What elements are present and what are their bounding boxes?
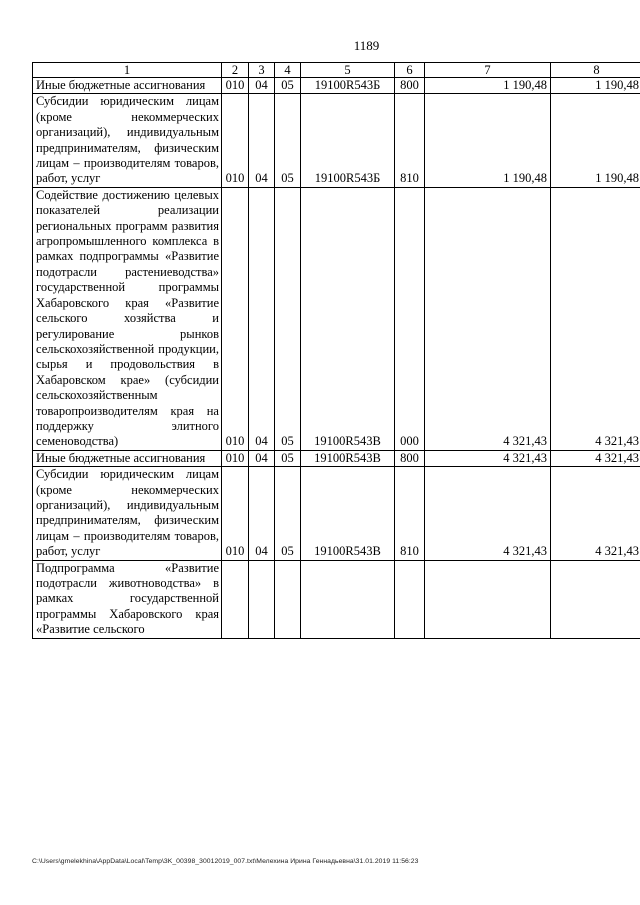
row-amount-2: 4 321,43 <box>551 450 640 466</box>
row-code-subsection: 05 <box>275 450 301 466</box>
row-amount-2: 4 321,43 <box>551 467 640 560</box>
table-row <box>33 94 640 187</box>
row-code-ministry <box>222 560 249 638</box>
table-row <box>33 187 640 450</box>
row-code-target <box>301 560 395 638</box>
row-code-expense-type: 000 <box>395 187 425 450</box>
row-name: Иные бюджетные ассигнования <box>33 450 222 466</box>
row-code-target: 19100R543В <box>301 450 395 466</box>
row-code-expense-type: 810 <box>395 467 425 560</box>
table-row <box>33 78 640 94</box>
row-code-subsection: 05 <box>275 187 301 450</box>
table-row <box>33 560 640 638</box>
row-code-ministry: 010 <box>222 94 249 187</box>
row-code-target: 19100R543Б <box>301 78 395 94</box>
row-name: Иные бюджетные ассигнования <box>33 78 222 94</box>
row-code-expense-type: 800 <box>395 78 425 94</box>
row-code-section: 04 <box>249 94 275 187</box>
row-code-ministry: 010 <box>222 78 249 94</box>
row-code-expense-type: 810 <box>395 94 425 187</box>
col-header-7: 7 <box>425 63 551 78</box>
row-code-expense-type: 800 <box>395 450 425 466</box>
row-amount-1: 4 321,43 <box>425 187 551 450</box>
col-header-4: 4 <box>275 63 301 78</box>
row-code-section <box>249 560 275 638</box>
page-number: 1189 <box>353 38 380 53</box>
row-amount-1: 4 321,43 <box>425 450 551 466</box>
row-code-subsection: 05 <box>275 78 301 94</box>
row-code-expense-type <box>395 560 425 638</box>
row-code-ministry: 010 <box>222 187 249 450</box>
row-code-subsection: 05 <box>275 467 301 560</box>
col-header-8: 8 <box>551 63 640 78</box>
row-code-target: 19100R543В <box>301 467 395 560</box>
col-header-6: 6 <box>395 63 425 78</box>
row-name: Субсидии юридическим лицам (кроме некоммерческих организаций), индивидуальным предпринимателям, физическим лицам – производителям товаров, работ, услуг <box>33 94 222 187</box>
row-name: Содействие достижению целевых показателей реализации региональных программ развития агропромышленного комплекса в рамках подпрограммы «Развитие подотрасли растениеводства» государственной программы Хабаровского края «Развитие сельского хозяйства и регулирование рынков сельскохозяйственной продукции, сырья и продовольствия в Хабаровском крае» (субсидии сельскохозяйственным товаропроизводителям края на поддержку элитного семеноводства) <box>33 187 222 450</box>
file-path-footer: C:\Users\gmelekhina\AppData\Local\Temp\3K_00398_30012019_007.txt\Мелехина Ирина Геннадьевна\31.01.2019 11:56:23 <box>32 858 419 865</box>
row-amount-1: 1 190,48 <box>425 94 551 187</box>
row-code-target: 19100R543Б <box>301 94 395 187</box>
table-row <box>33 467 640 560</box>
row-code-section: 04 <box>249 187 275 450</box>
row-code-target: 19100R543В <box>301 187 395 450</box>
row-name: Подпрограмма «Развитие подотрасли животноводства» в рамках государственной программы Хабаровского края «Развитие сельского <box>33 560 222 638</box>
row-amount-1 <box>425 560 551 638</box>
budget-table <box>32 62 640 639</box>
row-code-ministry: 010 <box>222 467 249 560</box>
col-header-1: 1 <box>33 63 222 78</box>
row-code-section: 04 <box>249 467 275 560</box>
row-name: Субсидии юридическим лицам (кроме некоммерческих организаций), индивидуальным предпринимателям, физическим лицам – производителям товаров, работ, услуг <box>33 467 222 560</box>
table-row <box>33 450 640 466</box>
table-header-row <box>33 63 640 78</box>
row-code-subsection <box>275 560 301 638</box>
col-header-2: 2 <box>222 63 249 78</box>
row-code-subsection: 05 <box>275 94 301 187</box>
row-code-section: 04 <box>249 450 275 466</box>
row-code-section: 04 <box>249 78 275 94</box>
row-amount-1: 4 321,43 <box>425 467 551 560</box>
row-amount-2: 1 190,48 <box>551 94 640 187</box>
row-code-ministry: 010 <box>222 450 249 466</box>
row-amount-2: 1 190,48 <box>551 78 640 94</box>
row-amount-2 <box>551 560 640 638</box>
col-header-3: 3 <box>249 63 275 78</box>
row-amount-1: 1 190,48 <box>425 78 551 94</box>
row-amount-2: 4 321,43 <box>551 187 640 450</box>
col-header-5: 5 <box>301 63 395 78</box>
